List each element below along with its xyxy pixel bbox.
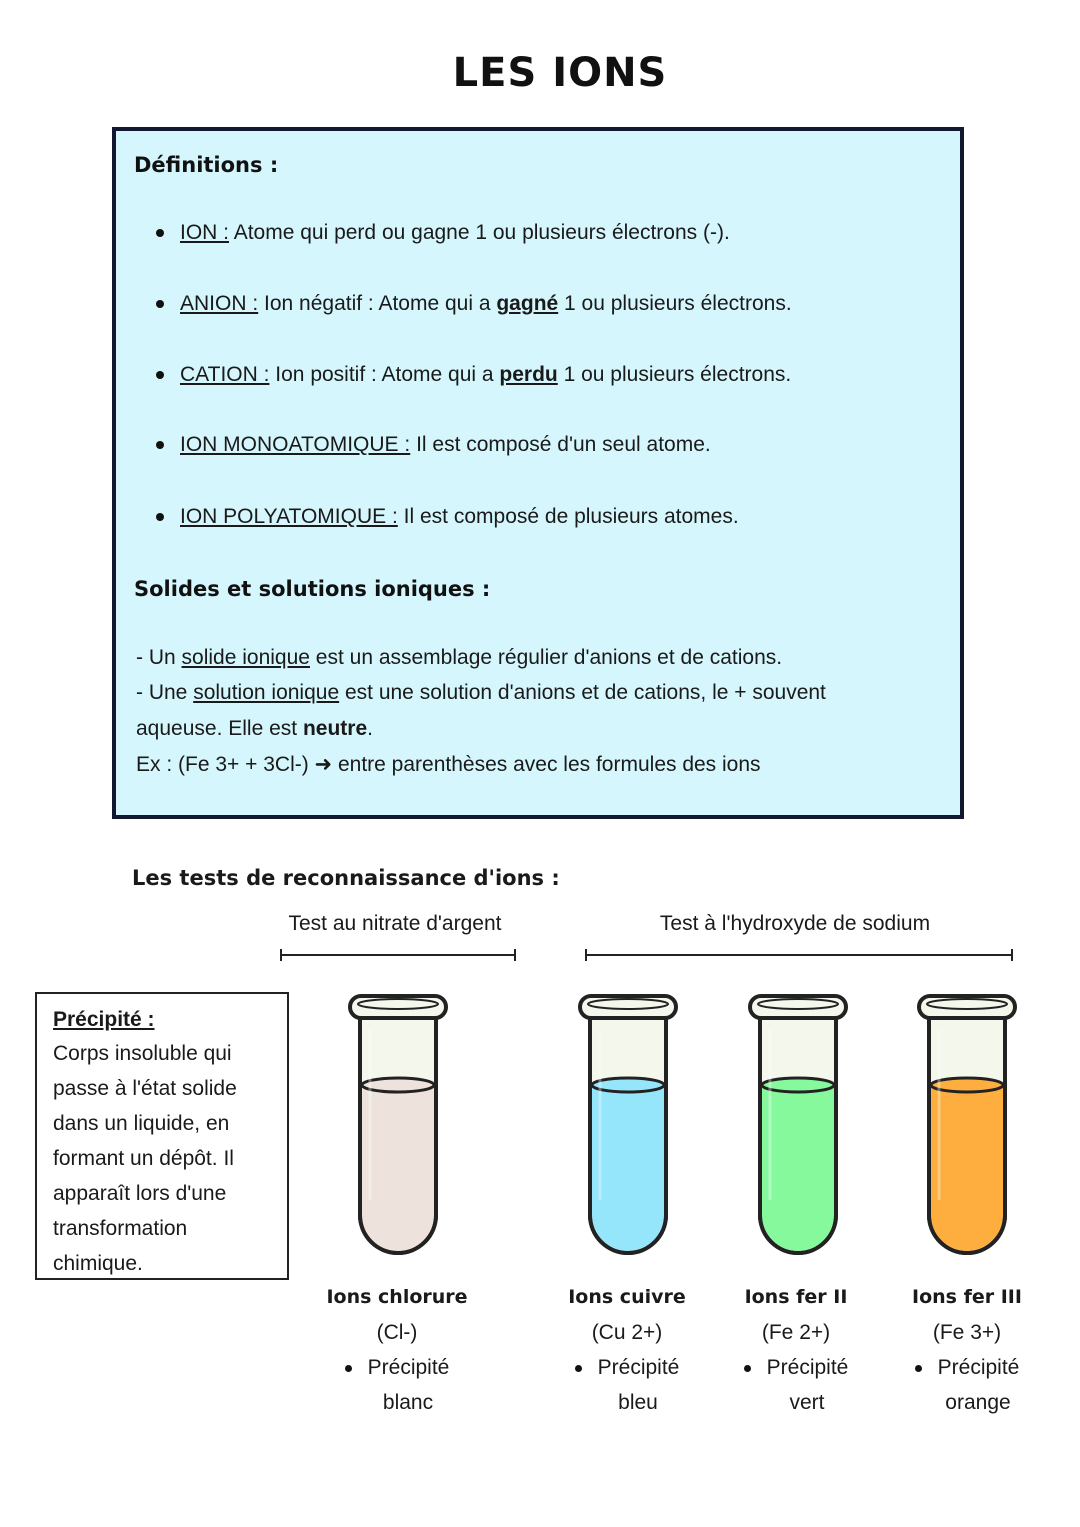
tube-liquid: [592, 1085, 664, 1251]
bullet-icon: [156, 441, 164, 449]
precipite-line: passe à l'état solide: [53, 1077, 237, 1100]
definition-monoatomique: ION MONOATOMIQUE : Il est composé d'un seul atome.: [156, 433, 711, 457]
definitions-box: [112, 127, 964, 819]
neutre-line: aqueuse. Elle est neutre.: [136, 717, 373, 740]
sodium-hydroxide-bracket: [585, 954, 1013, 956]
bullet-icon: [156, 229, 164, 237]
bullet-icon: [345, 1365, 352, 1372]
definition-cation: CATION : Ion positif : Atome qui a perdu 1 ou plusieurs électrons.: [156, 363, 791, 387]
tube-liquid: [762, 1085, 834, 1251]
definition-anion: ANION : Ion négatif : Atome qui a gagné 1 ou plusieurs électrons.: [156, 292, 792, 316]
ion-label-fer-iii: Ions fer III (Fe 3+) Précipité orange: [912, 1286, 1022, 1414]
page-title: LES IONS: [452, 50, 668, 96]
tube-liquid: [362, 1085, 434, 1251]
silver-nitrate-bracket: [280, 954, 516, 956]
bullet-icon: [575, 1365, 582, 1372]
sodium-hydroxide-test-label: Test à l'hydroxyde de sodium: [659, 912, 931, 935]
bullet-icon: [915, 1365, 922, 1372]
solide-ionique-line: - Un solide ionique est un assemblage régulier d'anions et de cations.: [136, 646, 783, 669]
tests-heading: Les tests de reconnaissance d'ions :: [132, 866, 560, 890]
test-tube-chlorure: [348, 990, 448, 1265]
test-tube-icon: [748, 990, 848, 1265]
bullet-icon: [744, 1365, 751, 1372]
ion-label-cuivre: Ions cuivre (Cu 2+) Précipité bleu: [568, 1286, 686, 1414]
ion-label-fer-ii: Ions fer II (Fe 2+) Précipité vert: [744, 1286, 849, 1414]
tube-liquid-surface: [592, 1078, 664, 1092]
solution-ionique-line: - Une solution ionique est une solution d'anions et de cations, le + souvent: [136, 681, 826, 704]
tube-liquid-surface: [931, 1078, 1003, 1092]
precipite-line: chimique.: [53, 1252, 143, 1275]
definitions-heading: Définitions :: [134, 153, 279, 177]
precipite-box: [35, 992, 289, 1280]
definition-ion: ION : Atome qui perd ou gagne 1 ou plusieurs électrons (-).: [156, 221, 730, 245]
bullet-icon: [156, 300, 164, 308]
test-tube-fer-ii: [748, 990, 848, 1265]
precipite-line: Corps insoluble qui: [53, 1042, 232, 1065]
precipite-line: transformation: [53, 1217, 188, 1240]
test-tube-cuivre: [578, 990, 678, 1265]
precipite-line: apparaît lors d'une: [53, 1182, 227, 1205]
silver-nitrate-test-label: Test au nitrate d'argent: [288, 912, 502, 935]
tube-liquid-surface: [762, 1078, 834, 1092]
example-line: Ex : (Fe 3+ + 3Cl-) ➜ entre parenthèses avec les formules des ions: [136, 753, 761, 776]
precipite-heading: Précipité :: [53, 1008, 155, 1031]
solutions-heading: Solides et solutions ioniques :: [134, 577, 491, 601]
bullet-icon: [156, 371, 164, 379]
precipite-line: dans un liquide, en: [53, 1112, 230, 1135]
test-tube-icon: [348, 990, 448, 1265]
ion-label-chlorure: Ions chlorure (Cl-) Précipité blanc: [326, 1286, 468, 1414]
tube-liquid: [931, 1085, 1003, 1251]
definition-polyatomique: ION POLYATOMIQUE : Il est composé de plusieurs atomes.: [156, 505, 739, 529]
test-tube-fer-iii: [917, 990, 1017, 1265]
test-tube-icon: [578, 990, 678, 1265]
tube-liquid-surface: [362, 1078, 434, 1092]
bullet-icon: [156, 513, 164, 521]
precipite-line: formant un dépôt. Il: [53, 1147, 234, 1170]
test-tube-icon: [917, 990, 1017, 1265]
